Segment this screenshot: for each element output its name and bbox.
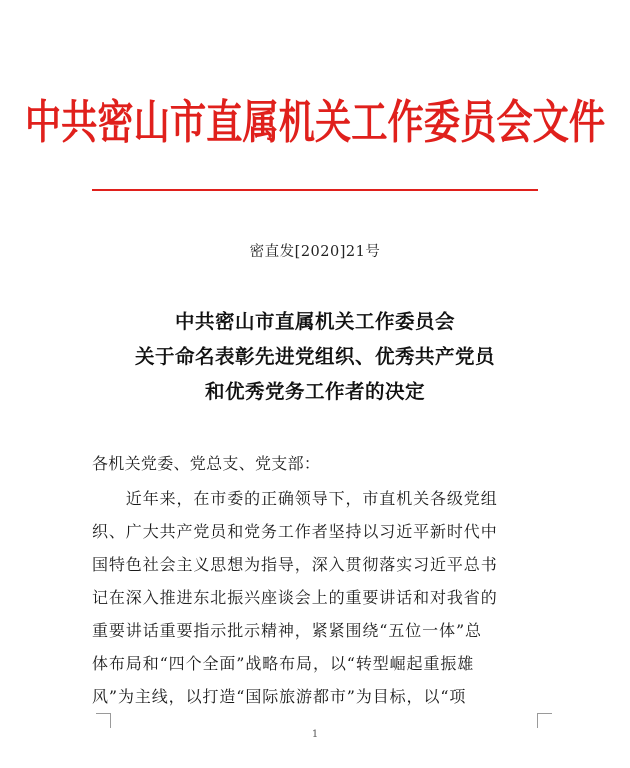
page-number: 1 (311, 729, 319, 740)
title-line: 关于命名表彰先进党组织、优秀共产党员 (134, 345, 495, 368)
body-line: 国特色社会主义思想为指导，深入贯彻落实习近平总书 (92, 555, 498, 574)
salutation: 各机关党委、党总支、党支部： (92, 454, 321, 473)
body-line: 体布局和“四个全面”战略布局，以“转型崛起重振雄 (92, 654, 475, 673)
body-line: 织、广大共产党员和党务工作者坚持以习近平新时代中 (92, 522, 498, 541)
body-line: 记在深入推进东北振兴座谈会上的重要讲话和对我省的 (92, 588, 498, 607)
page-corner-mark-left (96, 713, 111, 728)
document-masthead: 中共密山市直属机关工作委员会文件 (24, 96, 606, 150)
title-line: 中共密山市直属机关工作委员会 (174, 310, 455, 333)
body-line: 风”为主线，以打造“国际旅游都市”为目标，以“项 (92, 687, 467, 706)
document-title (0, 304, 630, 409)
page-corner-mark-right (537, 713, 552, 728)
body-line: 近年来，在市委的正确领导下，市直机关各级党组 (92, 489, 498, 508)
document-number: 密直发[2020]21号 (249, 244, 381, 260)
title-line: 和优秀党务工作者的决定 (204, 380, 425, 403)
red-header-rule (92, 189, 538, 191)
body-line: 重要讲话重要指示批示精神，紧紧围绕“五位一体”总 (92, 621, 482, 640)
